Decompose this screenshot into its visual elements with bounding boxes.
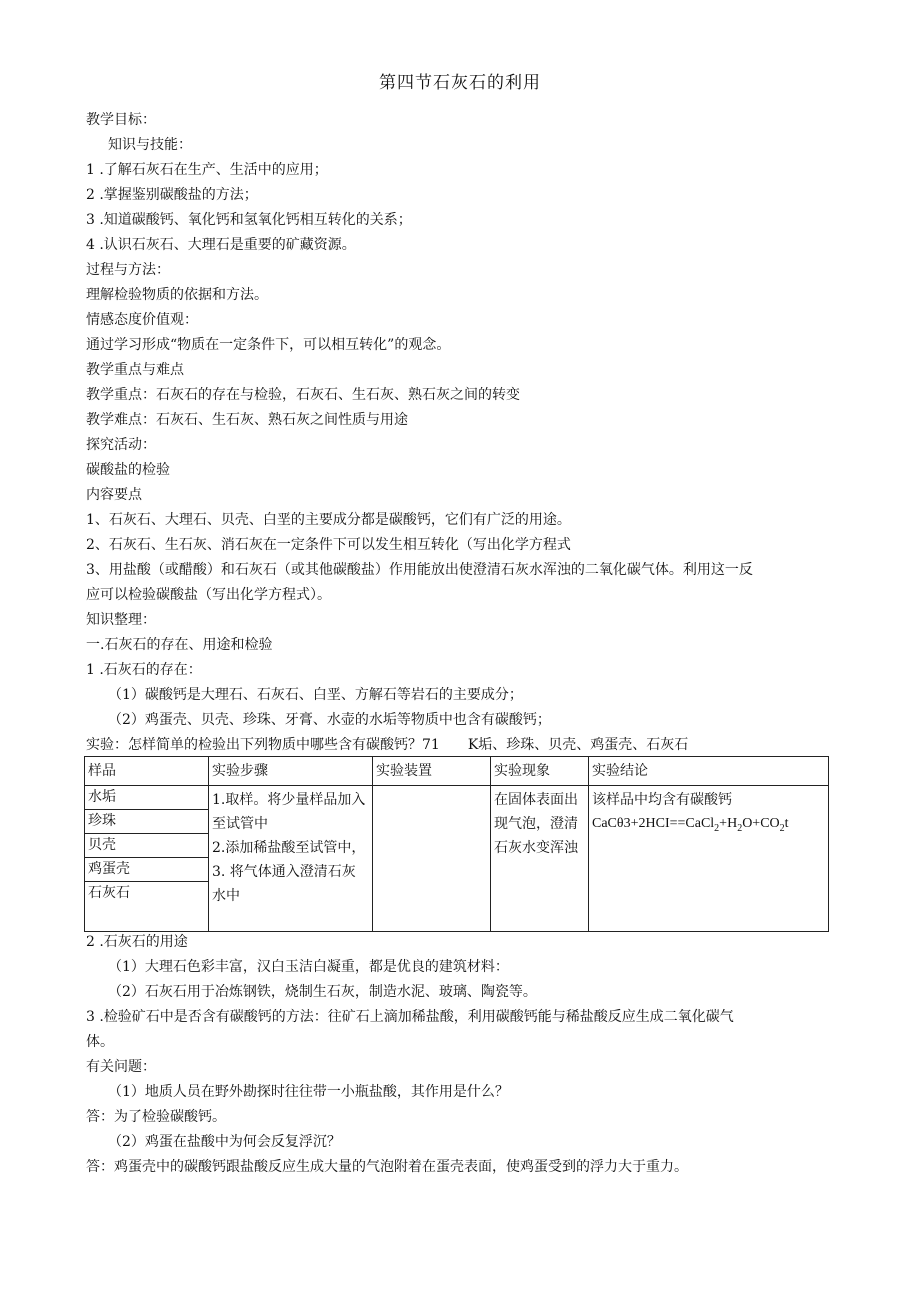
header-apparatus: 实验装置 — [373, 757, 491, 786]
content-point-3: 3、用盐酸（或醋酸）和石灰石（或其他碳酸盐）作用能放出使澄清石灰水浑浊的二氧化碳气体。利用这一反 — [86, 562, 753, 578]
inquiry-topic: 碳酸盐的检验 — [86, 462, 170, 478]
section-key-points: 教学重点与难点 — [86, 362, 184, 378]
header-sample: 样品 — [85, 757, 209, 786]
section-knowledge-summary: 知识整理： — [86, 612, 156, 628]
heading-test-method: 3 .检验矿石中是否含有碳酸钙的方法：往矿石上滴加稀盐酸，利用碳酸钙能与稀盐酸反应生成二氧化碳气 — [86, 1009, 734, 1025]
sample-list-cell — [85, 786, 209, 932]
subsection-process-method: 过程与方法： — [86, 262, 170, 278]
conclusion-cell — [589, 786, 829, 932]
goal-item-2: 2 .掌握鉴别碳酸盐的方法； — [86, 187, 258, 203]
phenomenon-cell: 在固体表面出现气泡，澄清石灰水变浑浊 — [491, 786, 589, 932]
experiment-intro: 实验：怎样简单的检验出下列物质中哪些含有碳酸钙？71 K垢、珍珠、贝壳、鸡蛋壳、石灰石 — [86, 737, 689, 753]
header-steps: 实验步骤 — [209, 757, 373, 786]
goal-item-1: 1 .了解石灰石在生产、生活中的应用； — [86, 162, 328, 178]
content-point-1: 1、石灰石、大理石、贝壳、白垩的主要成分都是碳酸钙，它们有广泛的用途。 — [86, 512, 571, 528]
heading-limestone: 一.石灰石的存在、用途和检验 — [86, 637, 273, 653]
uses-item-1: （1）大理石色彩丰富，汉白玉洁白凝重，都是优良的建筑材料： — [108, 959, 509, 975]
heading-uses: 2 .石灰石的用途 — [86, 934, 188, 950]
steps-cell — [209, 786, 373, 932]
sample-item: 石灰石 — [88, 885, 130, 901]
sample-list — [85, 786, 208, 905]
chemical-equation: $CaC\theta 3+2HCI==CaCl_2+H_2O+CO_2t$ — [592, 816, 789, 834]
section-inquiry: 探究活动： — [86, 437, 156, 453]
existence-item-2: （2）鸡蛋壳、贝壳、珍珠、牙膏、水壶的水垢等物质中也含有碳酸钙； — [108, 712, 551, 728]
header-conclusion: 实验结论 — [589, 757, 829, 786]
content-point-3-cont: 应可以检验碳酸盐（写出化学方程式）。 — [86, 587, 331, 603]
question-2: （2）鸡蛋在盐酸中为何会反复浮沉？ — [108, 1134, 341, 1150]
heading-existence: 1 .石灰石的存在： — [86, 662, 202, 678]
subsection-knowledge-skills: 知识与技能： — [108, 137, 192, 153]
table-row — [85, 786, 829, 932]
section-content-points: 内容要点 — [86, 487, 142, 503]
key-point-text: 教学重点：石灰石的存在与检验，石灰石、生石灰、熟石灰之间的转变 — [86, 387, 520, 403]
step-3: 3. 将气体通入澄清石灰水中 — [212, 864, 356, 904]
content-point-2: 2、石灰石、生石灰、消石灰在一定条件下可以发生相互转化（写出化学方程式 — [86, 537, 571, 553]
goal-item-4: 4 .认识石灰石、大理石是重要的矿藏资源。 — [86, 237, 356, 253]
section-related-questions: 有关问题： — [86, 1059, 156, 1075]
answer-1: 答：为了检验碳酸钙。 — [86, 1109, 226, 1125]
step-2: 2.添加稀盐酸至试管中， — [212, 840, 366, 856]
page-title: 第四节石灰石的利用 — [379, 73, 541, 93]
process-method-text: 理解检验物质的依据和方法。 — [86, 287, 268, 303]
experiment-table — [84, 756, 829, 932]
question-1: （1）地质人员在野外勘探时往往带一小瓶盐酸，其作用是什么？ — [108, 1084, 509, 1100]
sample-item: 贝壳 — [85, 834, 208, 858]
sample-item: 鸡蛋壳 — [85, 858, 208, 882]
section-teaching-goals: 教学目标： — [86, 112, 156, 128]
existence-item-1: （1）碳酸钙是大理石、石灰石、白垩、方解石等岩石的主要成分； — [108, 687, 523, 703]
sample-item: 水垢 — [85, 786, 208, 810]
table-header-row — [85, 757, 829, 786]
subsection-attitude-values: 情感态度价值观： — [86, 312, 198, 328]
goal-item-3: 3 .知道碳酸钙、氧化钙和氢氧化钙相互转化的关系； — [86, 212, 412, 228]
difficulty-text: 教学难点：石灰石、生石灰、熟石灰之间性质与用途 — [86, 412, 408, 428]
uses-item-2: （2）石灰石用于冶炼钢铁，烧制生石灰，制造水泥、玻璃、陶瓷等。 — [108, 984, 537, 1000]
conclusion-text: 该样品中均含有碳酸钙 — [592, 792, 732, 808]
attitude-values-text: 通过学习形成“物质在一定条件下，可以相互转化”的观念。 — [86, 337, 451, 353]
test-method-cont: 体。 — [86, 1034, 114, 1050]
sample-item: 珍珠 — [85, 810, 208, 834]
step-1: 1.取样。将少量样品加入至试管中 — [212, 792, 366, 832]
header-phenomenon: 实验现象 — [491, 757, 589, 786]
apparatus-cell — [373, 786, 491, 932]
answer-2: 答：鸡蛋壳中的碳酸钙跟盐酸反应生成大量的气泡附着在蛋壳表面，使鸡蛋受到的浮力大于重力。 — [86, 1159, 688, 1175]
